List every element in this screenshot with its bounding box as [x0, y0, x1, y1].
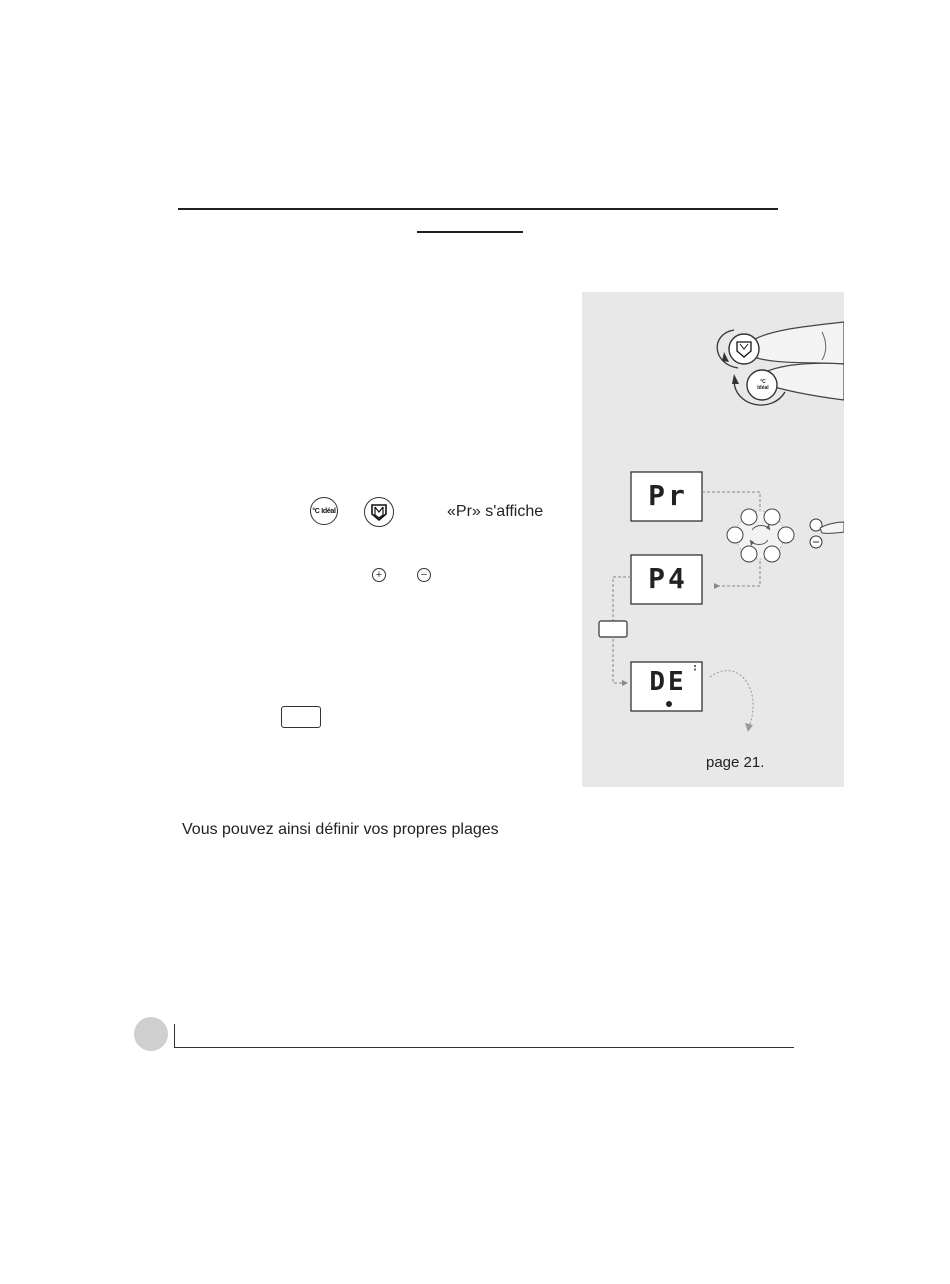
ok-key[interactable]: [281, 706, 321, 728]
ideal-temp-label: °C Idéal: [312, 507, 336, 515]
panel-ok-key: [599, 621, 627, 637]
program-selector: [727, 509, 794, 562]
footer-vertical-rule: [174, 1024, 175, 1048]
title-underline: [417, 231, 523, 233]
plus-icon: +: [375, 568, 383, 581]
lcd-text-p4: P4: [648, 562, 688, 595]
mode-button[interactable]: [364, 497, 394, 527]
minus-button[interactable]: [417, 568, 431, 582]
instruction-text: «Pr» s'affiche: [447, 503, 544, 520]
panel-ideal-label: °C Idéal: [757, 379, 769, 391]
minus-icon: −: [420, 568, 428, 581]
header-rule: [178, 208, 778, 210]
page-reference: page 21.: [706, 754, 765, 771]
footer-rule: [174, 1047, 794, 1048]
ideal-temp-button[interactable]: [310, 497, 338, 525]
lcd-text-pr: Pr: [648, 479, 688, 512]
body-text: Vous pouvez ainsi définir vos propres plages: [182, 821, 499, 838]
illustration-panel: [582, 292, 844, 787]
plus-button[interactable]: [372, 568, 386, 582]
illustration-drawing: [582, 292, 844, 787]
thermostat-mode-icon: [369, 502, 389, 522]
page-number-badge: [134, 1017, 168, 1051]
lcd-text-de: DE: [649, 667, 687, 697]
